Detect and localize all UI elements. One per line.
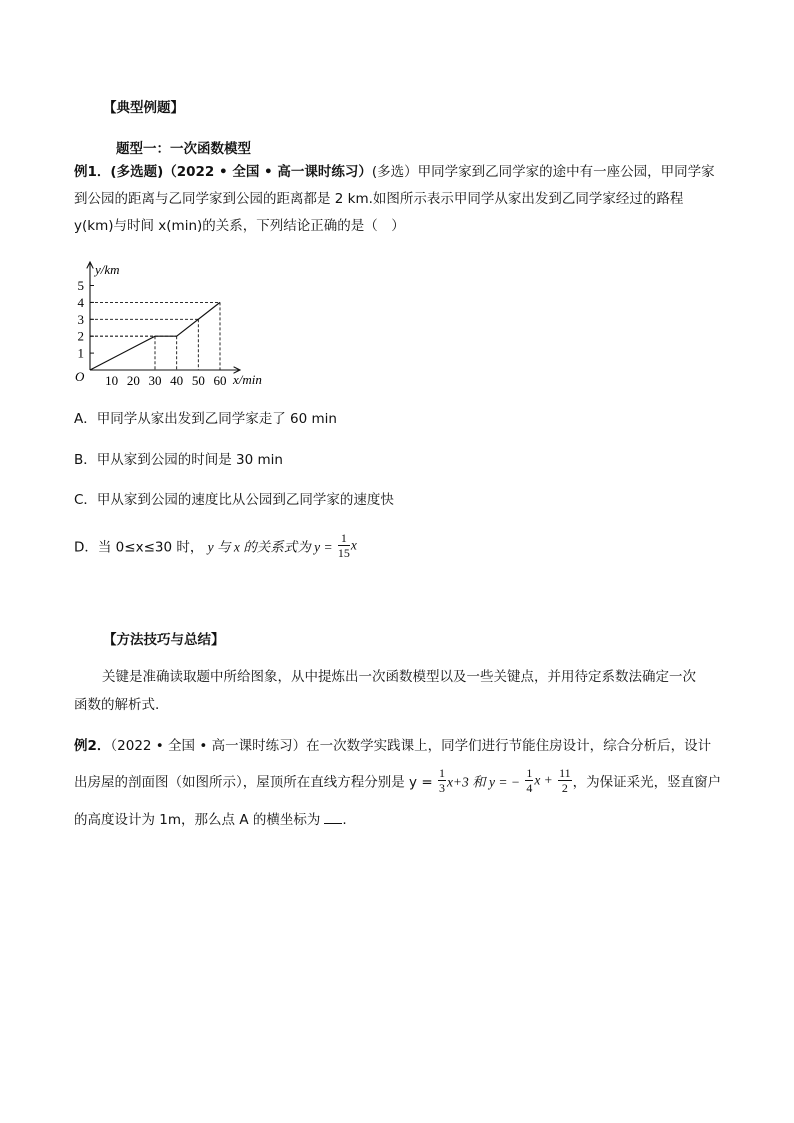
eq3-denominator: 2 [561,781,568,795]
eq1-fraction [438,767,446,794]
x-tick-label: 60 [213,373,227,388]
example1-text-1: (多选）甲同学家到乙同学家的途中有一座公园，甲同学家 [371,164,715,180]
x-tick-label: 40 [170,373,184,388]
example2-line1 [74,738,711,754]
option-d-variable: x [350,537,357,553]
option-d-fraction [338,532,350,559]
example2-text-2: 出房屋的剖面图（如图所示），屋顶所在直线方程分别是 y = [74,774,433,791]
option-d [74,532,357,559]
example1-label: 例1． [74,164,111,180]
method-line1: 关键是准确读取题中所给图象，从中提炼出一次函数模型以及一些关键点，并用待定系数法确定一次 [102,669,696,685]
example1-line2: 到公园的距离与乙同学家到公园的距离都是 2 km.如图所示表示甲同学从家出发到乙同学家经过的路程 [74,191,684,207]
origin-label: O [75,369,85,384]
eq1-rest: x+3 和 y = − [446,774,521,790]
option-d-prefix: D．当 0≤x≤30 时， [74,539,204,556]
example2-text-4: 的高度设计为 1m，那么点 A 的横坐标为 [74,812,321,828]
type1-title: 题型一：一次函数模型 [116,141,251,157]
example2-line2 [74,767,721,794]
y-axis-label: y/km [95,262,120,277]
option-b: B．甲从家到公园的时间是 30 min [74,452,283,468]
example2-line3 [74,811,347,828]
example1-tag: (多选题)（2022 • 全国 • 高一课时练习） [110,164,372,180]
section-heading-method: 【方法技巧与总结】 [103,632,225,648]
eq3-numerator: 11 [559,766,571,780]
example1-line3: y(km)与时间 x(min)的关系，下列结论正确的是（ ） [74,218,405,234]
example1-line1 [74,164,715,180]
eq2-middle: x + [534,772,553,788]
example2-text-1: （2022 • 全国 • 高一课时练习）在一次数学实践课上，同学们进行节能住房设计，综合分析后，设计 [110,738,712,754]
y-tick-label: 3 [77,311,84,327]
section-heading-examples: 【典型例题】 [103,100,184,116]
eq2-fraction [525,767,533,794]
option-d-numerator: 1 [338,532,350,546]
option-d-denominator: 15 [337,546,350,560]
x-tick-label: 20 [126,373,140,388]
eq1-numerator: 1 [438,766,445,780]
y-tick-label: 2 [77,328,84,344]
example2-text-3: ，为保证采光，竖直窗户 [572,774,722,791]
option-d-middle: y 与 x 的关系式为 y = [207,539,333,555]
x-tick-label: 30 [148,373,162,388]
eq2-denominator: 4 [526,781,533,795]
distance-series-line [90,302,220,370]
y-tick-label: 5 [77,278,84,293]
method-line2: 函数的解析式. [74,697,160,713]
y-tick-label: 4 [77,294,84,310]
distance-time-graph [68,256,288,392]
option-a: A．甲同学从家出发到乙同学家走了 60 min [74,411,337,427]
eq3-fraction [558,767,572,794]
x-tick-label: 10 [105,373,119,388]
answer-blank[interactable] [324,811,342,824]
y-tick-label: 1 [77,345,84,361]
example2-end: . [342,812,347,828]
example2-label: 例2． [74,738,111,754]
eq2-numerator: 1 [526,766,533,780]
eq1-denominator: 3 [438,781,445,795]
x-tick-label: 50 [191,373,205,388]
option-c: C．甲从家到公园的速度比从公园到乙同学家的速度快 [74,492,394,508]
x-axis-label: x/min [233,372,262,387]
